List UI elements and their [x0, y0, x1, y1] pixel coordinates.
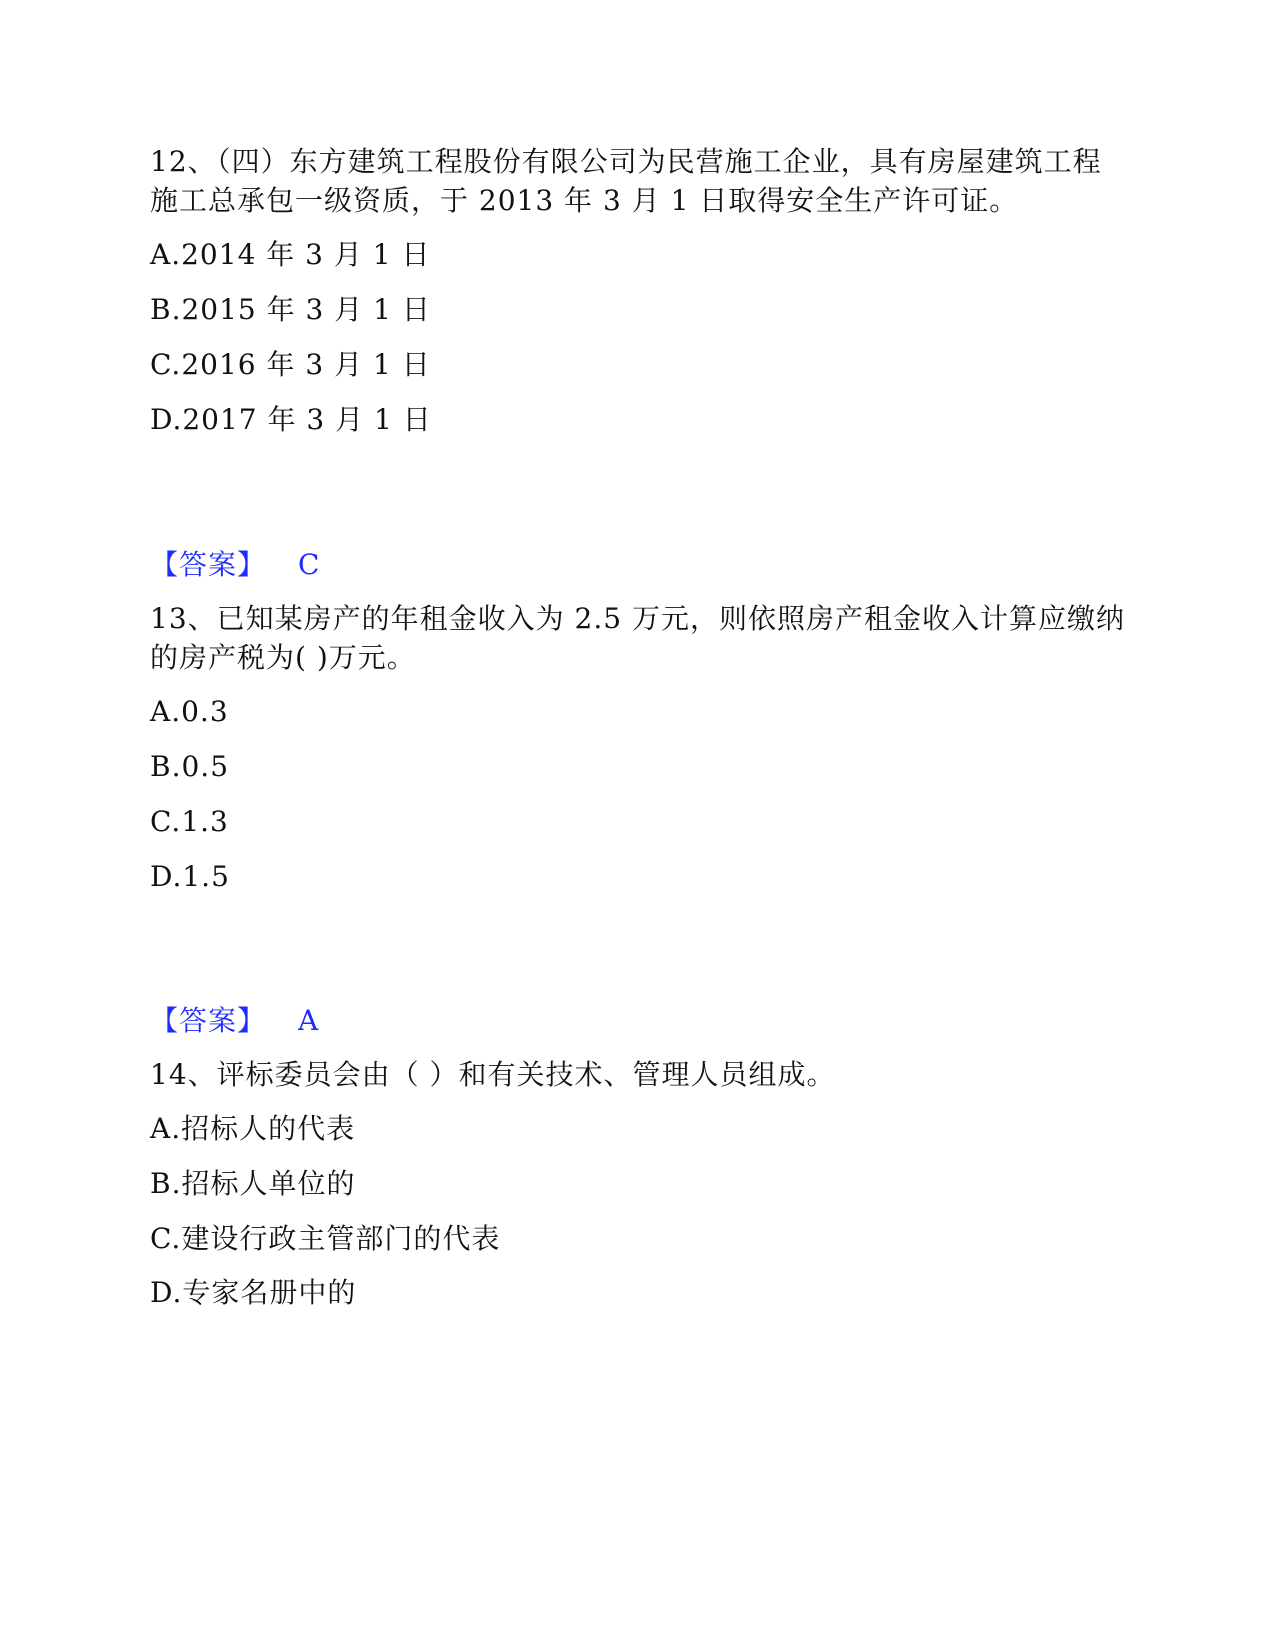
question-13-stem-line-1: 13、已知某房产的年租金收入为 2.5 万元，则依照房产租金收入计算应缴纳 — [150, 602, 1125, 635]
question-14-option-c: C.建设行政主管部门的代表 — [150, 1222, 501, 1255]
question-12-stem-line-2: 施工总承包一级资质，于 2013 年 3 月 1 日取得安全生产许可证。 — [150, 184, 1019, 217]
question-12-stem-line-1: 12、（四）东方建筑工程股份有限公司为民营施工企业，具有房屋建筑工程 — [150, 145, 1102, 178]
answer-label: 【答案】 — [150, 548, 267, 581]
question-14-stem-line-1: 14、评标委员会由（ ）和有关技术、管理人员组成。 — [150, 1058, 836, 1091]
answer-label: 【答案】 — [150, 1004, 267, 1037]
question-13-option-b: B.0.5 — [150, 750, 230, 783]
question-14-option-a: A.招标人的代表 — [150, 1112, 356, 1145]
question-13-stem-line-2: 的房产税为( )万元。 — [150, 641, 416, 674]
answer-value: C — [298, 548, 320, 581]
question-13-answer — [150, 1004, 318, 1038]
question-12-answer — [150, 548, 319, 582]
question-14-option-b: B.招标人单位的 — [150, 1167, 356, 1200]
question-12-option-a: A.2014 年 3 月 1 日 — [150, 238, 431, 271]
question-12-option-c: C.2016 年 3 月 1 日 — [150, 348, 431, 381]
question-12-option-d: D.2017 年 3 月 1 日 — [150, 403, 432, 436]
answer-value: A — [298, 1004, 319, 1037]
question-13-option-a: A.0.3 — [150, 695, 229, 728]
question-14-option-d: D.专家名册中的 — [150, 1276, 357, 1309]
question-13-option-c: C.1.3 — [150, 805, 229, 838]
question-12-option-b: B.2015 年 3 月 1 日 — [150, 293, 431, 326]
question-13-option-d: D.1.5 — [150, 860, 230, 893]
